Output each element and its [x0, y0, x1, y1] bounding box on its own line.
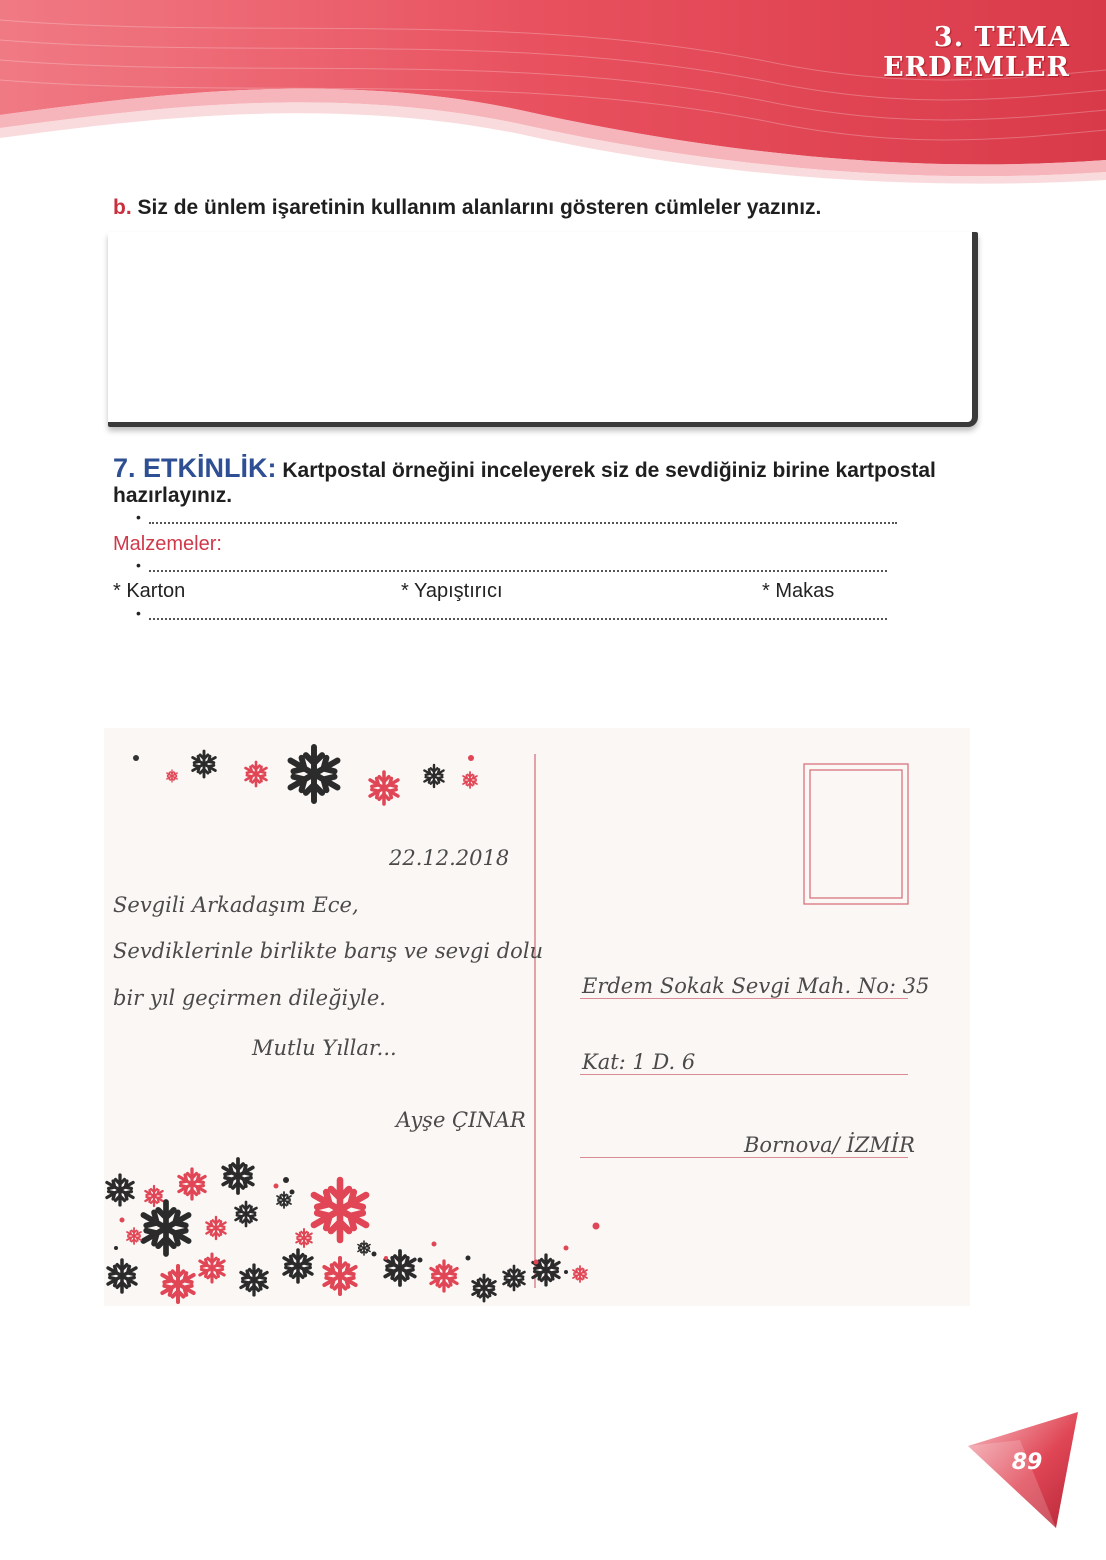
activity-instruction: [113, 453, 993, 508]
dotted-writing-line[interactable]: [149, 558, 887, 572]
address-city: Bornova/ İZMİR: [744, 1133, 915, 1157]
dotted-writing-line[interactable]: [149, 510, 897, 524]
bullet-icon: •: [136, 509, 141, 525]
question-letter: b.: [113, 196, 132, 219]
material-item: * Karton: [113, 580, 186, 602]
activity-text: Kartpostal örneğini inceleyerek siz de sevdiğiniz birine kartpostal hazırlayınız.: [113, 459, 936, 507]
page-number: 89: [1011, 1450, 1043, 1475]
answer-line[interactable]: [136, 600, 887, 620]
materials-label: Malzemeler:: [113, 533, 222, 555]
address-street: Erdem Sokak Sevgi Mah. No: 35: [582, 974, 930, 998]
material-item: * Yapıştırıcı: [401, 580, 503, 602]
theme-number: 3. TEMA: [933, 22, 1070, 53]
postcard-closing: Mutlu Yıllar...: [252, 1036, 397, 1060]
postcard-example: [104, 728, 970, 1306]
address-apartment: Kat: 1 D. 6: [582, 1050, 696, 1074]
dotted-writing-line[interactable]: [149, 606, 887, 620]
postcard-signature: Ayşe ÇINAR: [396, 1108, 526, 1132]
activity-title: 7. ETKİNLİK:: [113, 453, 277, 483]
postcard-message-line: bir yıl geçirmen dileğiyle.: [113, 986, 386, 1010]
postcard-greeting: Sevgili Arkadaşım Ece,: [113, 893, 359, 917]
material-item: * Makas: [762, 580, 835, 602]
bullet-icon: •: [136, 605, 141, 621]
question-b: [113, 196, 1013, 220]
postcard-decoration: [104, 728, 970, 1306]
postcard-message-line: Sevdiklerinle birlikte barış ve sevgi dolu: [113, 939, 544, 963]
theme-name: ERDEMLER: [883, 52, 1070, 83]
postcard-date: 22.12.2018: [389, 846, 510, 870]
bullet-icon: •: [136, 557, 141, 573]
question-text: Siz de ünlem işaretinin kullanım alanlarını gösteren cümleler yazınız.: [137, 196, 822, 219]
answer-line[interactable]: [136, 552, 887, 572]
